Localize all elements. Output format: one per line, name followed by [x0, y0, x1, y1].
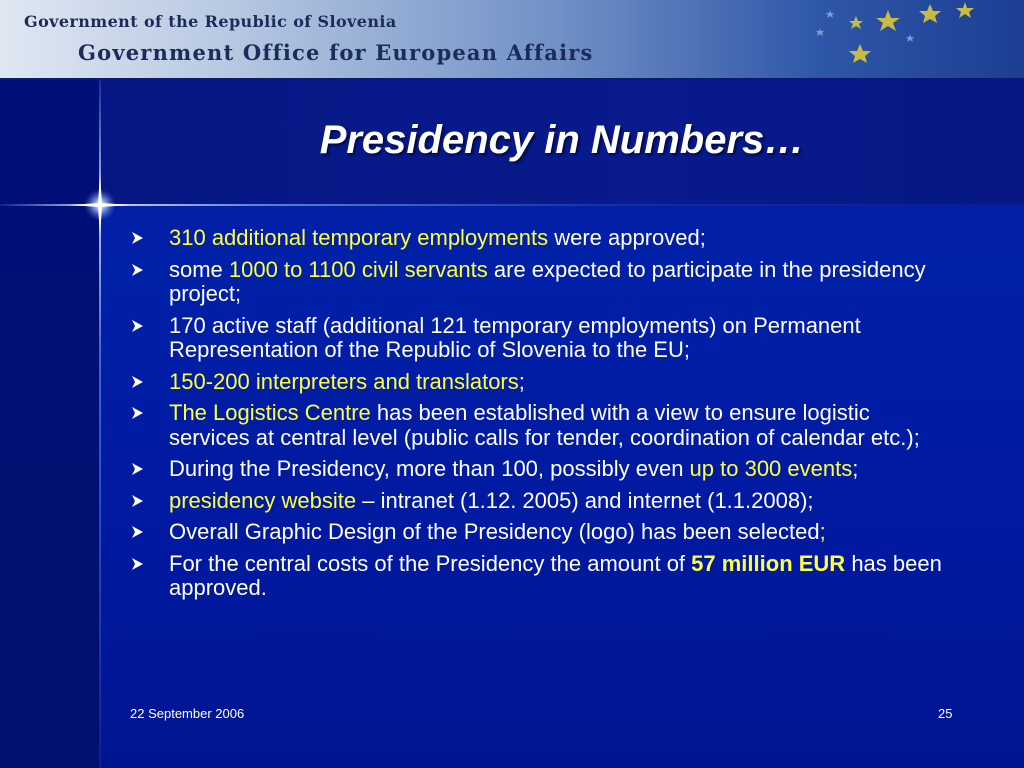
bullet-text: For the central costs of the Presidency the amount of	[169, 550, 692, 576]
header-banner	[0, 0, 1024, 80]
highlighted-text: 150-200 interpreters and translators	[169, 368, 519, 394]
bullet-item	[132, 552, 942, 601]
arrowhead-bullet-icon	[132, 320, 143, 332]
bullet-text: ;	[518, 368, 525, 394]
arrowhead-bullet-icon	[132, 558, 143, 570]
bullet-item	[132, 370, 942, 395]
bullet-item	[132, 314, 942, 363]
arrowhead-bullet-icon	[132, 495, 143, 507]
arrowhead-bullet-icon	[132, 463, 143, 475]
bullet-text: 170 active staff (additional 121 temporary employments) on Permanent Representation of the Republic of Slovenia to the EU;	[169, 312, 861, 362]
bullet-text: Overall Graphic Design of the Presidency (logo) has been selected	[169, 519, 820, 544]
arrowhead-bullet-icon	[132, 376, 143, 388]
bullet-text: ;	[852, 456, 859, 481]
bullet-item	[132, 226, 942, 251]
bullet-text: has been approved.	[169, 550, 942, 600]
slide-title: Presidency in Numbers…	[319, 118, 805, 162]
footer-page-number: 25	[938, 706, 953, 721]
arrowhead-bullet-icon	[132, 526, 143, 538]
bullet-item	[132, 401, 942, 450]
bullet-item	[132, 489, 942, 514]
footer-date: 22 September 2006	[130, 706, 245, 721]
highlighted-text: The Logistics Centre	[169, 400, 371, 425]
arrowhead-bullet-icon	[132, 264, 143, 276]
highlighted-text: ;	[819, 519, 826, 544]
header-government-name: Government of the Republic of Slovenia	[24, 12, 397, 31]
header-office-name: Government Office for European Affairs	[78, 40, 594, 65]
bullet-list	[132, 226, 942, 608]
highlighted-text: 1000 to 1100 civil servants	[228, 256, 488, 282]
bullet-item	[132, 457, 942, 482]
horizontal-light-line	[0, 204, 1024, 206]
highlighted-text: up to 300 events	[689, 456, 853, 481]
arrowhead-bullet-icon	[132, 232, 143, 244]
arrowhead-bullet-icon	[132, 407, 143, 419]
highlighted-text: 310 additional temporary employments	[169, 225, 549, 250]
highlighted-text: presidency website	[169, 487, 357, 513]
eu-stars-icon	[760, 0, 1024, 80]
highlighted-text: 57 million EUR	[691, 550, 846, 576]
bullet-item	[132, 258, 942, 307]
bullet-item	[132, 520, 942, 545]
bullet-text: some	[169, 256, 229, 282]
bullet-text: has been established with a view to ensure logistic services at central level (public calls for tender, coordination of calendar etc.);	[169, 400, 920, 450]
sparkle-icon	[70, 175, 130, 235]
bullet-text: – intranet (1.12. 2005) and internet (1.1.2008);	[356, 487, 814, 513]
bullet-text: were approved;	[548, 225, 706, 250]
bullet-text: are expected to participate in the presidency project;	[169, 256, 926, 306]
bullet-text: During the Presidency, more than 100, possibly even	[169, 456, 690, 481]
